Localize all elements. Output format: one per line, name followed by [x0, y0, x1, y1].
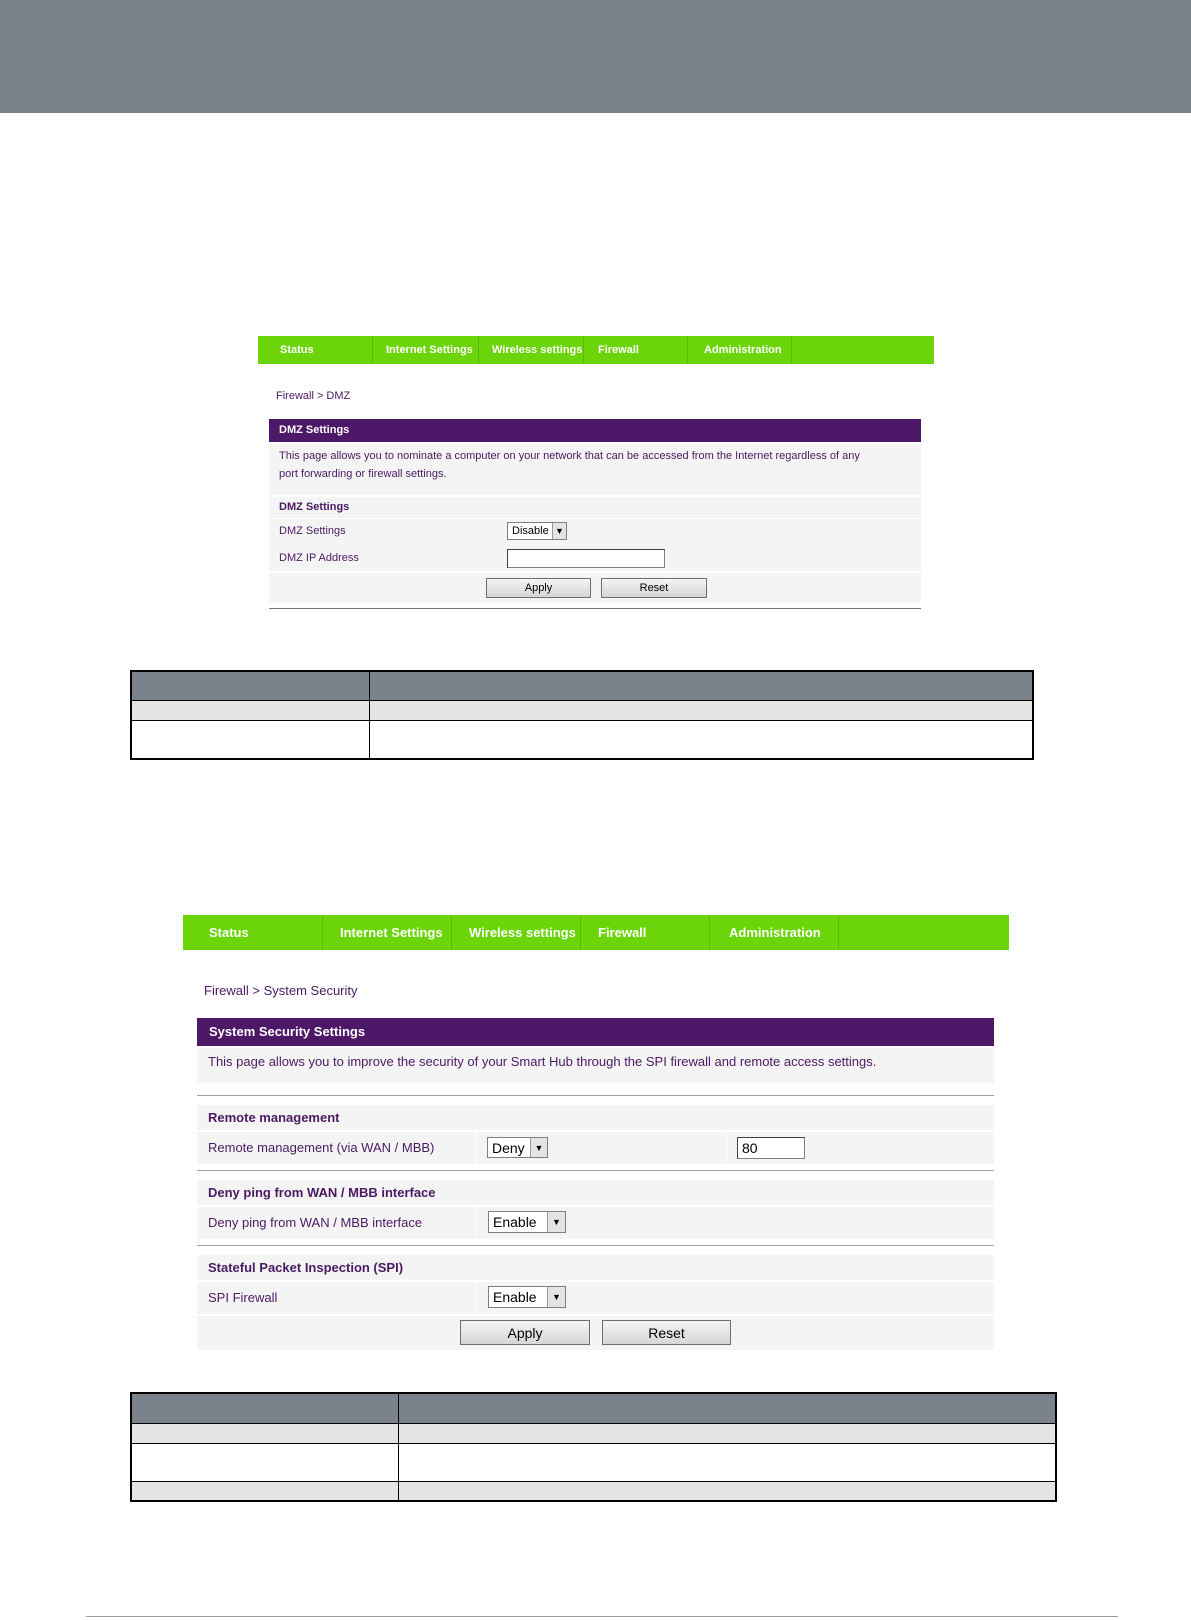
chevron-down-icon: ▼	[547, 1212, 565, 1232]
cell-divider	[726, 1132, 727, 1164]
spi-select[interactable]	[488, 1286, 566, 1308]
breadcrumb: Firewall > DMZ	[276, 390, 351, 402]
remote-management-value: Deny	[492, 1139, 525, 1156]
deny-ping-value: Enable	[493, 1214, 537, 1230]
page-title: DMZ Settings	[269, 419, 921, 442]
nav-internet-settings[interactable]: Internet Settings	[323, 915, 452, 950]
nav-status[interactable]: Status	[258, 336, 373, 364]
dmz-options-table	[130, 670, 1034, 760]
remote-management-label: Remote management (via WAN / MBB)	[208, 1140, 435, 1155]
nav-wireless-settings[interactable]: Wireless settings	[479, 336, 584, 364]
remote-management-heading: Remote management	[197, 1105, 994, 1130]
deny-ping-heading: Deny ping from WAN / MBB interface	[197, 1180, 994, 1205]
chevron-down-icon: ▼	[530, 1138, 547, 1157]
dmz-settings-label: DMZ Settings	[279, 525, 346, 537]
deny-ping-label: Deny ping from WAN / MBB interface	[208, 1215, 423, 1230]
cell-divider	[476, 1132, 477, 1164]
table-header-row	[132, 1394, 1055, 1423]
page-title: System Security Settings	[197, 1018, 994, 1046]
spi-label: SPI Firewall	[208, 1290, 278, 1305]
dmz-button-row	[269, 573, 921, 603]
remote-management-port-input[interactable]: 80	[737, 1137, 805, 1159]
cell-divider	[476, 1207, 477, 1239]
nav-administration[interactable]: Administration	[688, 336, 792, 364]
nav-wireless-settings[interactable]: Wireless settings	[452, 915, 581, 950]
dmz-ip-input[interactable]	[507, 549, 665, 568]
system-security-options-table	[130, 1392, 1057, 1502]
sys-apply-button[interactable]: Apply	[460, 1320, 590, 1345]
sys-button-row	[197, 1316, 994, 1350]
dmz-settings-value: Disable	[512, 525, 549, 537]
dmz-reset-button[interactable]: Reset	[601, 578, 707, 598]
spi-value: Enable	[493, 1289, 537, 1305]
chevron-down-icon: ▼	[547, 1287, 565, 1307]
sys-reset-button[interactable]: Reset	[602, 1320, 731, 1345]
chevron-down-icon: ▼	[552, 523, 566, 539]
top-nav-dmz	[258, 336, 934, 364]
dmz-ip-label: DMZ IP Address	[279, 552, 359, 564]
dmz-settings-select[interactable]	[507, 522, 567, 540]
dmz-bottom-rule	[269, 608, 921, 609]
footer-rule	[86, 1616, 1118, 1617]
table-row	[132, 1424, 1055, 1443]
page-description: This page allows you to nominate a computer on your network that can be accessed from the Internet regardless of any port forwarding or firewall settings.	[269, 444, 921, 495]
section-heading: DMZ Settings	[269, 497, 921, 518]
top-nav-system-security	[183, 915, 1009, 950]
table-row	[132, 701, 1032, 720]
spi-heading: Stateful Packet Inspection (SPI)	[197, 1255, 994, 1280]
nav-status[interactable]: Status	[183, 915, 323, 950]
cell-divider	[476, 1282, 477, 1314]
breadcrumb: Firewall > System Security	[204, 983, 358, 998]
spi-row	[197, 1282, 994, 1314]
nav-internet-settings[interactable]: Internet Settings	[373, 336, 479, 364]
nav-administration[interactable]: Administration	[710, 915, 839, 950]
header-banner	[0, 0, 1191, 113]
table-header-row	[132, 672, 1032, 700]
nav-firewall[interactable]: Firewall	[584, 336, 688, 364]
page-description: This page allows you to improve the security of your Smart Hub through the SPI firewall and remote access settings.	[197, 1048, 994, 1083]
deny-ping-select[interactable]	[488, 1211, 566, 1233]
table-row	[132, 1482, 1055, 1500]
nav-firewall[interactable]: Firewall	[581, 915, 710, 950]
dmz-apply-button[interactable]: Apply	[486, 578, 591, 598]
remote-management-select[interactable]	[487, 1137, 548, 1158]
